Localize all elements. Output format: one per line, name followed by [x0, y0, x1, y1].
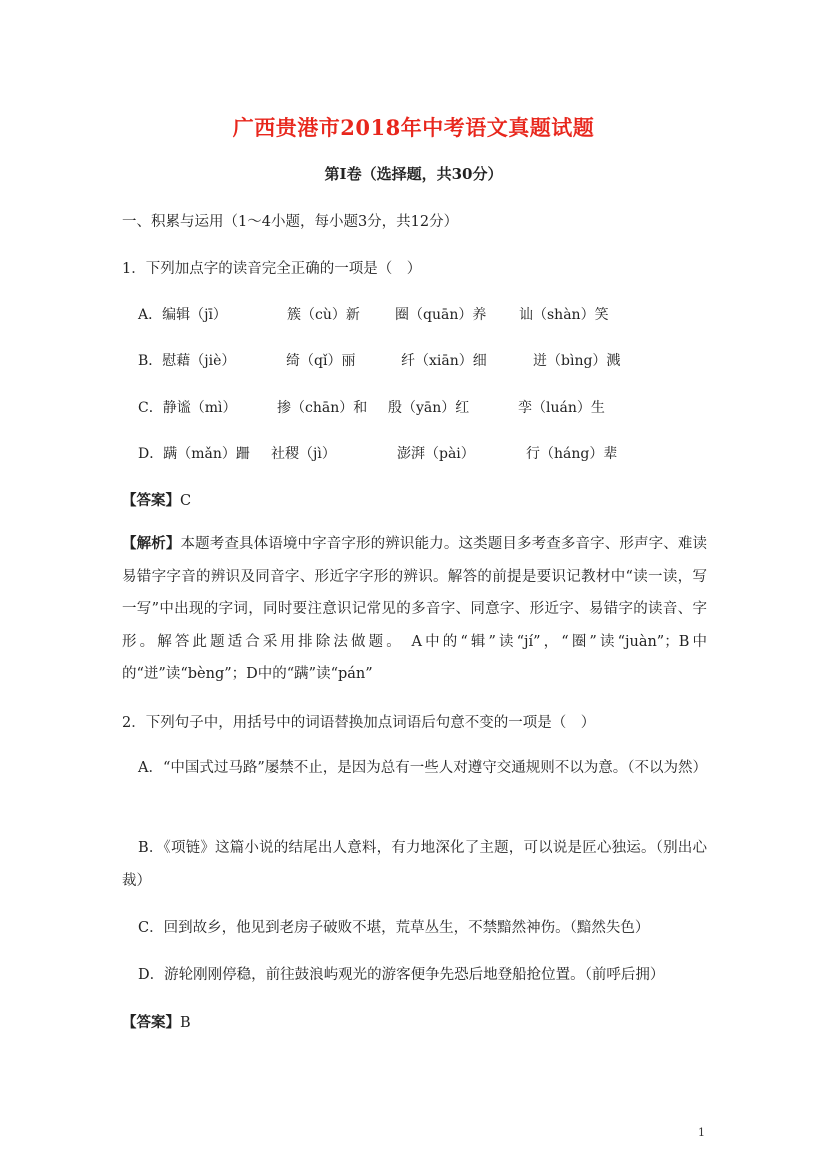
q1-analysis	[122, 528, 707, 691]
q1-option-b-3: 纤（xiān）细	[401, 353, 487, 369]
q1-option-d-3: 澎湃（pài）	[397, 446, 475, 462]
analysis-text: 本题考查具体语境中字音字形的辨识能力。这类题目多考查多音字、形声字、难读易错字字音的辨识及同音字、形近字字形的辨识。解答的前提是要识记教材中“读一读，写一写”中出现的字词，同时要注意识记常见的多音字、同意字、形近字、易错字的读音、字形。解答此题适合采用排除法做题。 A中的“辑”读“jí”，“圈”读“juàn”；B中的“迸”读“bèng”；D中的“蹒”读“pán”	[122, 536, 707, 682]
page-number: 1	[698, 1126, 705, 1139]
q1-option-c-3: 殷（yān）红	[388, 400, 470, 416]
question-1-stem: 1．下列加点字的读音完全正确的一项是（ ）	[122, 261, 422, 277]
q1-option-d-2: 社稷（jì）	[271, 446, 336, 462]
q1-option-d-1: D．蹒（mǎn）跚	[138, 446, 250, 462]
analysis-label: 【解析】	[122, 535, 181, 552]
answer-label: 【答案】	[122, 492, 180, 509]
q1-option-a-4: 讪（shàn）笑	[519, 307, 609, 323]
q1-option-d-4: 行（háng）辈	[526, 446, 618, 462]
q1-option-c-2: 掺（chān）和	[277, 400, 368, 416]
q1-option-a-1: A．编辑（jī）	[138, 307, 227, 323]
q2-option-d: D．游轮刚刚停稳，前往鼓浪屿观光的游客便争先恐后地登船抢位置。（前呼后拥）	[138, 967, 665, 983]
q1-option-c-1: C．静谧（mì）	[138, 400, 237, 416]
q2-answer	[122, 1011, 191, 1032]
question-2-stem: 2．下列句子中，用括号中的词语替换加点词语后句意不变的一项是（ ）	[122, 715, 596, 731]
part-header: 一、积累与运用（1～4小题，每小题3分，共12分）	[122, 214, 459, 230]
q1-option-b-2: 绮（qǐ）丽	[286, 353, 356, 369]
q2-option-c: C．回到故乡，他见到老房子破败不堪，荒草丛生，不禁黯然神伤。（黯然失色）	[138, 920, 650, 936]
q2-option-b: B．《项链》这篇小说的结尾出人意料，有力地深化了主题，可以说是匠心独运。（别出心裁）	[122, 840, 707, 889]
q1-option-b-1: B．慰藉（jiè）	[138, 353, 236, 369]
q2-option-a: A．“中国式过马路”屡禁不止，是因为总有一些人对遵守交通规则不以为意。（不以为然）	[138, 760, 708, 776]
document-title: 广西贵港市2018年中考语文真题试题	[232, 115, 595, 140]
q1-option-c-4: 孪（luán）生	[518, 400, 605, 416]
q1-option-a-3: 圈（quān）养	[395, 307, 487, 323]
q1-answer	[122, 489, 191, 510]
answer-value: B	[180, 1015, 191, 1031]
q1-option-b-4: 迸（bìng）溅	[533, 353, 621, 369]
answer-label: 【答案】	[122, 1014, 180, 1031]
answer-value: C	[180, 493, 192, 509]
section-title: 第Ⅰ卷（选择题，共30分）	[324, 165, 503, 183]
q1-option-a-2: 簇（cù）新	[287, 307, 360, 323]
